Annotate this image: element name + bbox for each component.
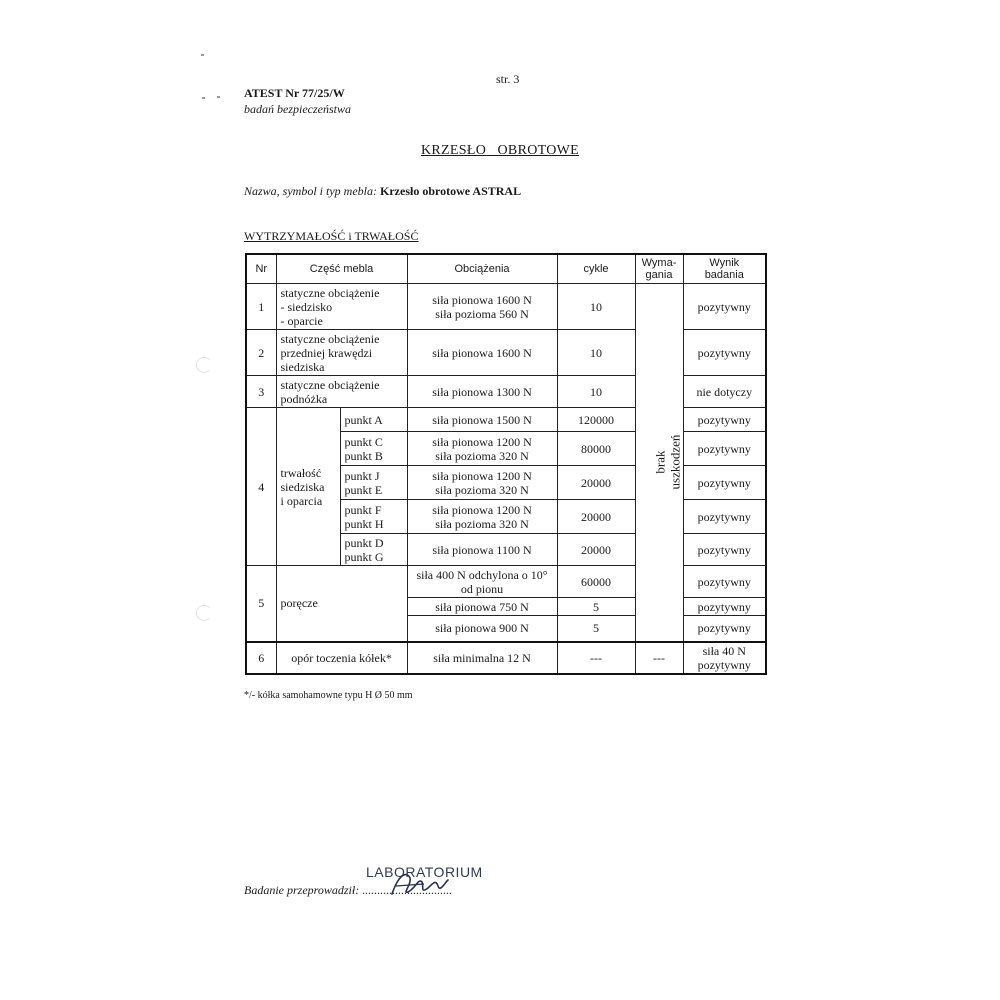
row-result: pozytywny [683,330,766,376]
load-line: siła pionowa 1200 N [432,502,532,517]
part-line: podnóżka [280,391,328,406]
table-row [246,330,766,376]
atest-subtitle: badań bezpieczeństwa [244,102,351,116]
row-part: opór toczenia kółek* [276,642,407,674]
row-nr: 6 [246,642,276,674]
requirement-line1: brak [651,450,667,474]
row-load [407,432,557,466]
header-cycles: cykle [557,254,635,284]
test-point [340,534,407,566]
point-line: punkt E [344,482,383,497]
section-title: WYTRZYMAŁOŚĆ i TRWAŁOŚĆ [244,229,419,243]
scan-speck [217,96,220,98]
point-line: punkt A [344,412,383,427]
point-line: punkt D [344,535,384,550]
row-requirement: --- [635,642,683,674]
row-cycles: 10 [557,284,635,330]
row-result: pozytywny [683,466,766,500]
row-result: pozytywny [683,598,766,616]
header-requirement [635,254,683,284]
header-load: Obciążenia [407,254,557,284]
header-result-line1: Wynik [709,257,740,269]
furniture-name: Nazwa, symbol i typ mebla: Krzesło obrotowe ASTRAL [244,184,522,198]
row-result: pozytywny [683,500,766,534]
point-line: punkt F [344,502,382,517]
load-line: siła pionowa 1200 N [432,468,532,483]
part-line: - siedzisko [280,299,333,314]
result-line: pozytywny [697,657,751,672]
row-cycles: --- [557,642,635,674]
row-cycles: 120000 [557,408,635,432]
header-nr: Nr [246,254,276,284]
part-line: - oparcie [280,313,323,328]
load-line: od pionu [460,581,504,596]
row-part [276,408,340,566]
row-part [276,284,407,330]
row-result [683,642,766,674]
row-part: poręcze [276,566,407,642]
title-word-2: OBROTOWE [497,143,579,158]
page-number: str. 3 [496,72,520,86]
laboratory-stamp: LABORATORIUM [366,864,483,880]
row-load [407,284,557,330]
row-load [407,466,557,500]
row-cycles: 20000 [557,466,635,500]
requirement-line2: uszkodzeń [666,434,682,490]
row-cycles: 20000 [557,500,635,534]
scan-speck [201,54,204,56]
point-line: punkt H [344,516,384,531]
row-result: pozytywny [683,408,766,432]
point-line: punkt G [344,549,384,564]
signature-line: Badanie przeprowadził: .............................. [244,883,453,897]
requirement-merged-cell [635,284,683,642]
row-result: pozytywny [683,534,766,566]
header-result [683,254,766,284]
furniture-label: Nazwa, symbol i typ mebla [244,184,373,198]
row-part [276,376,407,408]
load-line: siła pionowa 1600 N [432,292,532,307]
row-load: siła pionowa 1500 N [407,408,557,432]
row-load [407,500,557,534]
part-line: statyczne obciążenie [280,285,380,300]
header-requirement-line2: gania [645,269,673,281]
row-nr: 3 [246,376,276,408]
table-row [246,284,766,330]
results-table [245,253,767,675]
row-cycles: 60000 [557,566,635,598]
test-point [340,500,407,534]
punch-hole-mark [196,605,212,621]
part-line: siedziska [280,359,325,374]
point-line: punkt C [344,434,383,449]
footnote: */- kółka samohamowne typu H Ø 50 mm [244,690,413,701]
test-point [340,432,407,466]
title-word-1: KRZESŁO [421,143,487,158]
row-result: pozytywny [683,566,766,598]
row-load: siła minimalna 12 N [407,642,557,674]
row-cycles: 5 [557,598,635,616]
row-cycles: 10 [557,376,635,408]
scan-speck [202,97,205,99]
row-result: pozytywny [683,432,766,466]
row-load: siła pionowa 750 N [407,598,557,616]
row-nr: 4 [246,408,276,566]
row-nr: 5 [246,566,276,642]
row-load: siła pionowa 1100 N [407,534,557,566]
row-load: siła pionowa 1600 N [407,330,557,376]
atest-number: ATEST Nr 77/25/W [244,86,345,100]
header-requirement-line1: Wyma- [641,257,677,269]
part-line: siedziska [280,479,325,494]
result-line: siła 40 N [702,643,746,658]
test-point [340,466,407,500]
row-cycles: 10 [557,330,635,376]
row-load: siła pionowa 900 N [407,616,557,642]
load-line: siła 400 N odchylona o 10° [416,567,548,582]
row-result: nie dotyczy [683,376,766,408]
table-row [246,566,766,598]
point-line: punkt J [344,468,380,483]
table-row [246,376,766,408]
row-nr: 1 [246,284,276,330]
row-load: siła pionowa 1300 N [407,376,557,408]
table-row [246,408,766,432]
requirement-text [652,435,682,490]
furniture-value: Krzesło obrotowe ASTRAL [380,184,522,198]
row-cycles: 5 [557,616,635,642]
header-result-line2: badania [704,269,744,281]
test-point [340,408,407,432]
table-row [246,642,766,674]
part-line: przedniej krawędzi [280,345,373,360]
row-cycles: 80000 [557,432,635,466]
row-result: pozytywny [683,616,766,642]
row-nr: 2 [246,330,276,376]
load-line: siła pozioma 320 N [435,482,529,497]
part-line: trwałość [280,465,322,480]
row-result: pozytywny [683,284,766,330]
load-line: siła pozioma 560 N [435,306,529,321]
row-cycles: 20000 [557,534,635,566]
point-line: punkt B [344,448,383,463]
load-line: siła pionowa 1200 N [432,434,532,449]
load-line: siła pozioma 320 N [435,516,529,531]
punch-hole-mark [196,357,212,373]
part-line: i oparcia [280,493,323,508]
document-title [0,143,1000,159]
load-line: siła pozioma 320 N [435,448,529,463]
row-load [407,566,557,598]
header-part: Część mebla [276,254,407,284]
part-line: statyczne obciążenie [280,377,380,392]
table-header-row [246,254,766,284]
row-part [276,330,407,376]
part-line: statyczne obciążenie [280,331,380,346]
